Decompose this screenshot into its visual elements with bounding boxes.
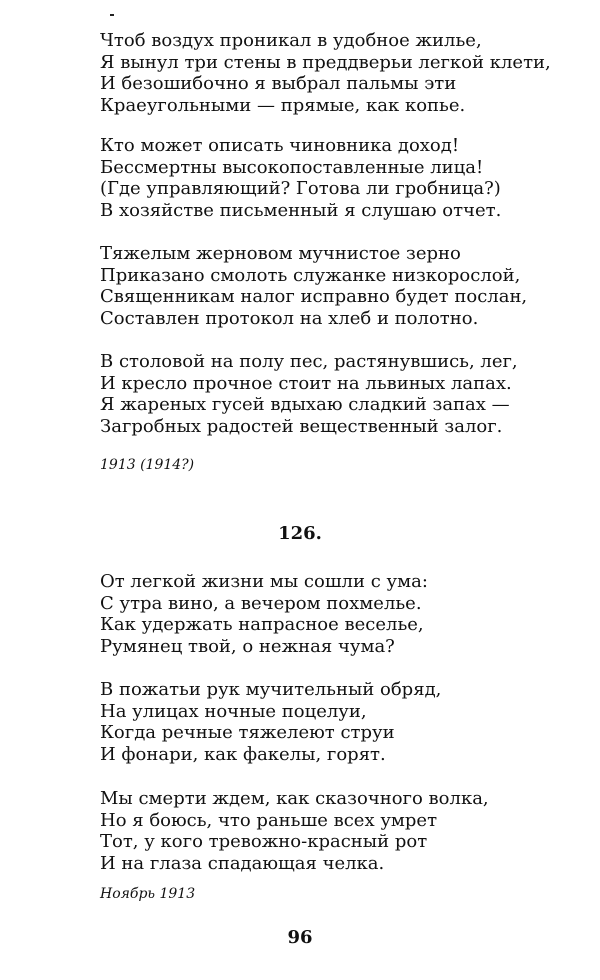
verse-line: С утра вино, а вечером похмелье.	[100, 592, 422, 614]
print-speck	[110, 14, 114, 16]
poem-b-stanza-3	[100, 788, 540, 874]
verse-line: Мы смерти ждем, как сказочного волка,	[100, 788, 489, 809]
poem-b-date: Ноябрь 1913	[100, 886, 196, 902]
verse-line: В пожатьи рук мучительный обряд,	[100, 679, 442, 700]
poem-b-stanza-2	[100, 679, 540, 765]
verse-line: В хозяйстве письменный я слушаю отчет.	[100, 199, 502, 221]
page-number: 96	[287, 927, 313, 948]
poem-a-date: 1913 (1914?)	[100, 457, 195, 473]
poem-a-stanza-2	[100, 135, 540, 221]
verse-line: Я жареных гусей вдыхаю сладкий запах —	[100, 394, 510, 415]
verse-line: Составлен протокол на хлеб и полотно.	[100, 307, 479, 329]
poem-a-stanza-3	[100, 243, 540, 329]
verse-line: Приказано смолоть служанке низкорослой,	[100, 264, 521, 286]
poem-a-stanza-1	[100, 30, 551, 116]
verse-line: И кресло прочное стоит на львиных лапах.	[100, 372, 512, 394]
verse-line: Загробных радостей вещественный залог.	[100, 415, 503, 437]
verse-line: Я вынул три стены в преддверьи легкой клети,	[100, 51, 551, 73]
verse-line: Но я боюсь, что раньше всех умрет	[100, 809, 438, 831]
verse-line: И безошибочно я выбрал пальмы эти	[100, 73, 457, 94]
poem-b-stanza-1	[100, 571, 540, 657]
verse-line: Тот, у кого тревожно-красный рот	[100, 831, 428, 852]
verse-line: И фонари, как факелы, горят.	[100, 743, 386, 765]
verse-line: Румянец твой, о нежная чума?	[100, 635, 395, 657]
verse-line: Тяжелым жерновом мучнистое зерно	[100, 243, 461, 264]
verse-line: И на глаза спадающая челка.	[100, 852, 385, 874]
verse-line: Кто может описать чиновника доход!	[100, 135, 460, 156]
verse-line: От легкой жизни мы сошли с ума:	[100, 571, 428, 592]
verse-line: Как удержать напрасное веселье,	[100, 614, 424, 635]
verse-line: На улицах ночные поцелуи,	[100, 700, 367, 722]
verse-line: (Где управляющий? Готова ли гробница?)	[100, 178, 501, 199]
verse-line: Краеугольными — прямые, как копье.	[100, 94, 466, 116]
poem-number: 126.	[278, 523, 322, 544]
verse-line: Чтоб воздух проникал в удобное жилье,	[100, 30, 482, 51]
verse-line: Когда речные тяжелеют струи	[100, 722, 395, 743]
verse-line: Священникам налог исправно будет послан,	[100, 286, 528, 307]
verse-line: Бессмертны высокопоставленные лица!	[100, 156, 484, 178]
verse-line: В столовой на полу пес, растянувшись, лег,	[100, 351, 518, 372]
poem-a-stanza-4	[100, 351, 540, 437]
